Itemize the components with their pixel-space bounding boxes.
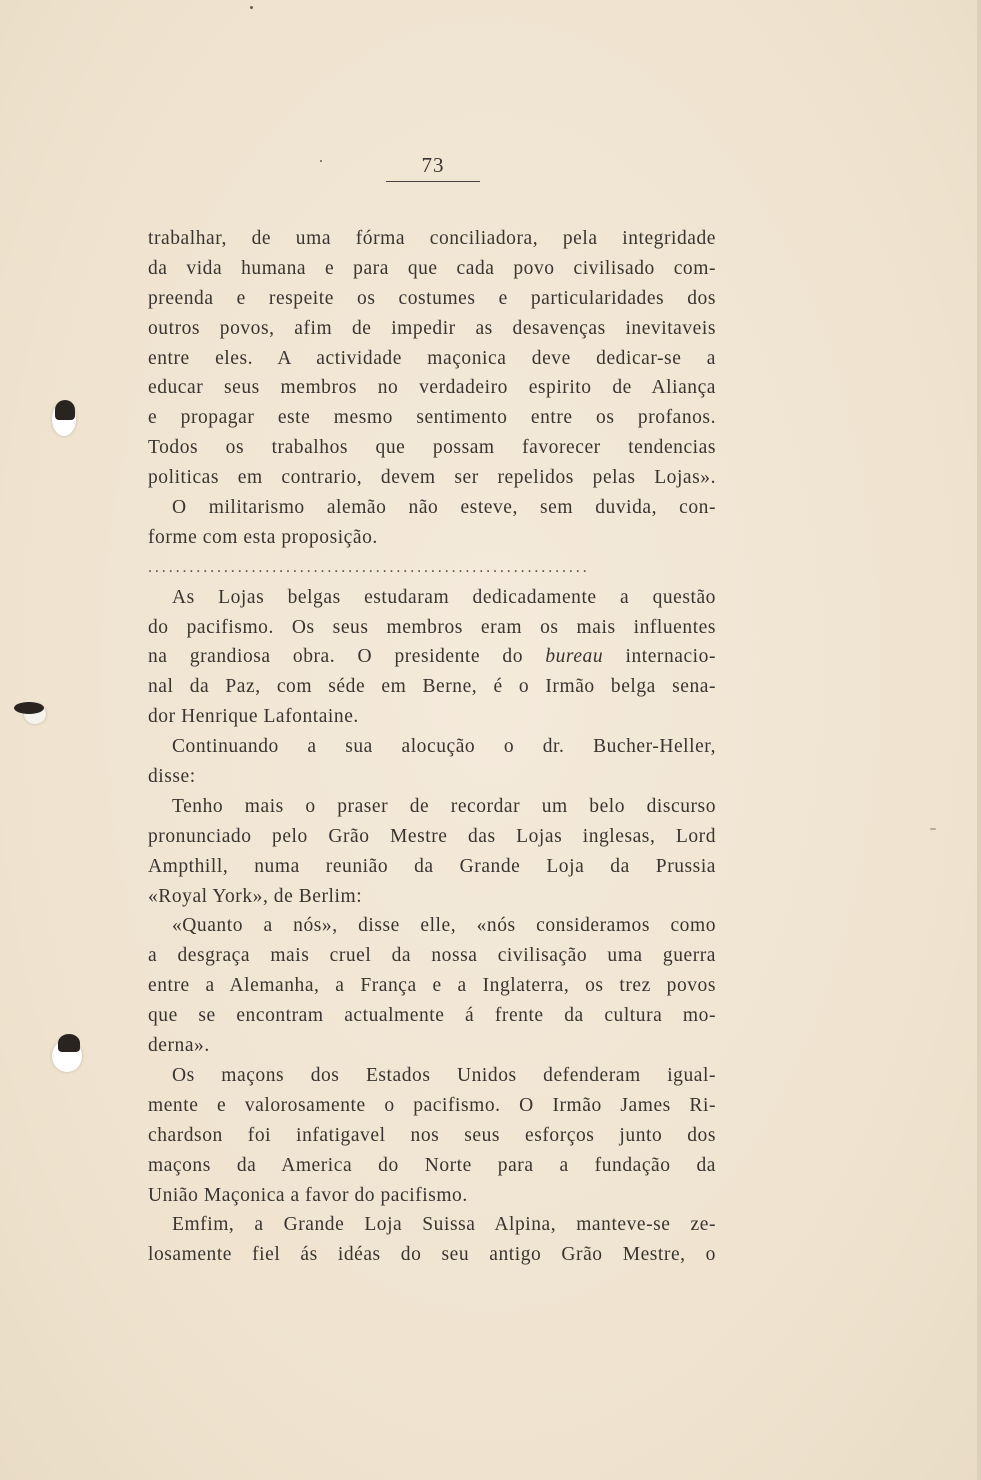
text-line: disse: [148, 766, 196, 788]
text-line: Continuando a sua alocução o dr. Bucher-Heller, [172, 736, 716, 758]
binding-hole-shadow [55, 400, 75, 420]
header-rule [386, 181, 480, 182]
text-line: As Lojas belgas estudaram dedicadamente a questão [172, 586, 716, 608]
text-line: União Maçonica a favor do pacifismo. [148, 1184, 468, 1206]
text-line: Tenho mais o praser de recordar um belo discurso [172, 795, 716, 817]
text-line: nal da Paz, com séde em Berne, é o Irmão belga sena- [148, 676, 716, 698]
text-line: «Quanto a nós», disse elle, «nós consideramos como [172, 915, 716, 937]
page-number: 73 [421, 153, 445, 177]
paper-speck [250, 6, 253, 9]
text-line: entre eles. A actividade maçonica deve dedicar-se a [148, 347, 716, 369]
text-line: «Royal York», de Berlim: [148, 885, 363, 907]
text-line: politicas em contrario, devem ser repelidos pelas Lojas». [148, 467, 716, 489]
binding-hole-shadow [58, 1034, 80, 1052]
text-line: maçons da America do Norte para a fundação da [148, 1154, 716, 1176]
text-line: mente e valorosamente o pacifismo. O Irmão James Ri- [148, 1094, 716, 1116]
text-line: entre a Alemanha, a França e a Inglaterra, os trez povos [148, 975, 716, 997]
text-line: O militarismo alemão não esteve, sem duvida, con- [172, 497, 716, 519]
paper-speck [320, 160, 322, 162]
text-line: outros povos, afim de impedir as desavenças inevitaveis [148, 317, 716, 339]
text-line: Ampthill, numa reunião da Grande Loja da Prussia [148, 855, 716, 877]
paper-speck [930, 828, 936, 830]
text-line: Todos os trabalhos que possam favorecer tendencias [148, 437, 716, 459]
text-line: educar seus membros no verdadeiro espirito de Aliança [148, 377, 716, 399]
text-line: chardson foi infatigavel nos seus esforços junto dos [148, 1124, 716, 1146]
body-text [148, 224, 716, 1270]
text-line: Emfim, a Grande Loja Suissa Alpina, manteve-se ze- [172, 1214, 716, 1236]
text-line: forme com esta proposição. [148, 526, 378, 548]
text-line: trabalhar, de uma fórma conciliadora, pela integridade [148, 228, 716, 249]
text-line [148, 642, 716, 672]
text-line: e propagar este mesmo sentimento entre os profanos. [148, 407, 716, 429]
italic-word: bureau [545, 646, 604, 668]
binding-hole-shadow [14, 702, 44, 714]
text-line: preenda e respeite os costumes e particularidades dos [148, 287, 716, 309]
text-line: a desgraça mais cruel da nossa civilisação uma guerra [148, 945, 716, 967]
text-line: dor Henrique Lafontaine. [148, 706, 359, 728]
text-line: Os maçons dos Estados Unidos defenderam igual- [172, 1064, 716, 1086]
text-line-start: na grandiosa obra. O presidente do [148, 646, 546, 668]
page-edge [977, 0, 981, 1480]
text-line-end: internacio- [603, 646, 716, 668]
text-line: que se encontram actualmente á frente da cultura mo- [148, 1005, 716, 1027]
text-line: losamente fiel ás idéas do seu antigo Grão Mestre, o [148, 1244, 716, 1266]
text-line: pronunciado pelo Grão Mestre das Lojas inglesas, Lord [148, 825, 716, 847]
dotted-separator: ................................................................ [148, 558, 590, 576]
text-line: da vida humana e para que cada povo civilisado com- [148, 257, 716, 279]
text-line: do pacifismo. Os seus membros eram os mais influentes [148, 616, 716, 638]
text-line: derna». [148, 1035, 210, 1057]
